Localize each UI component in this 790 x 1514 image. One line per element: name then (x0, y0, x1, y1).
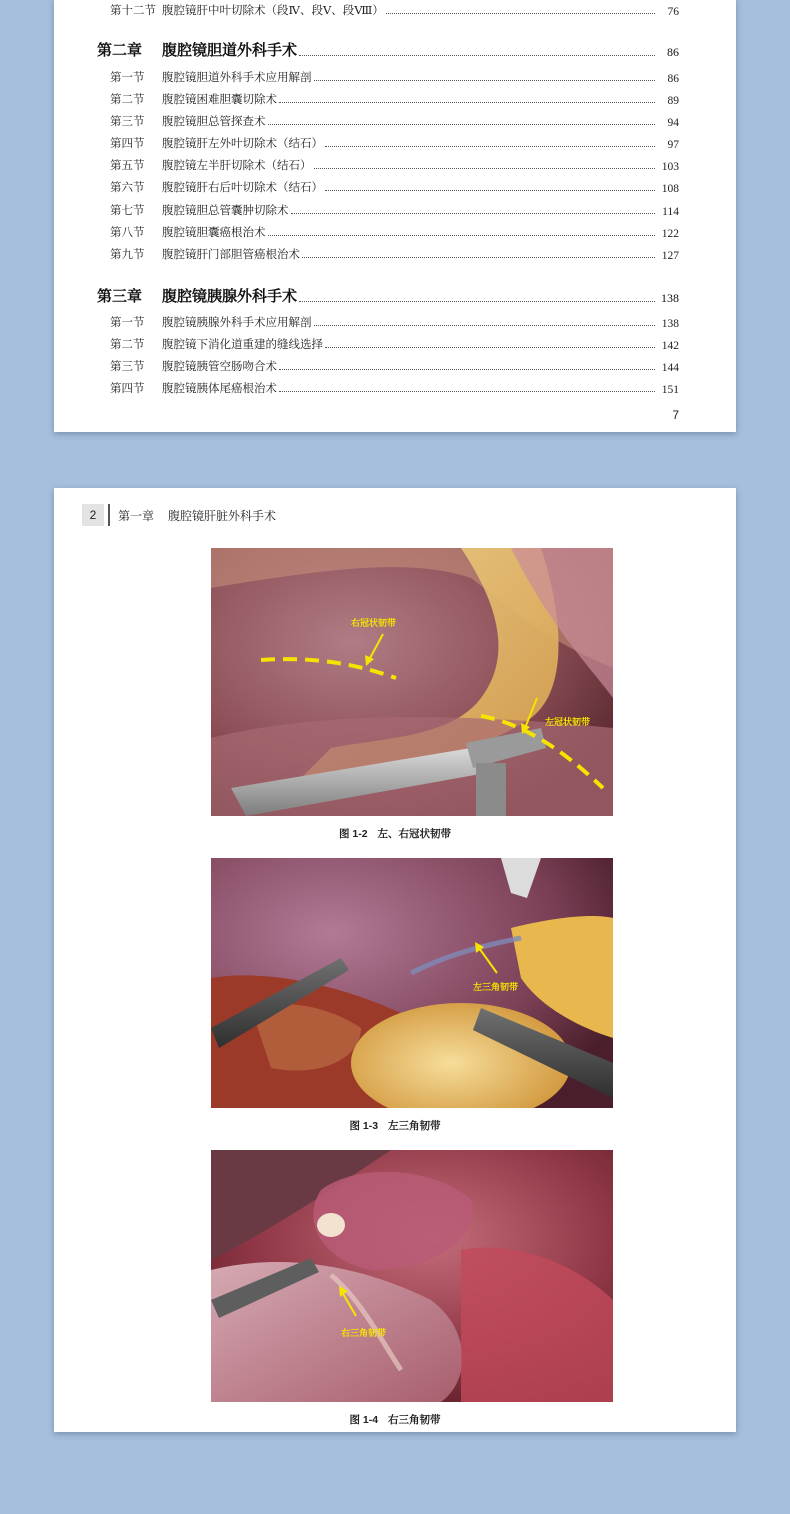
toc-row[interactable] (54, 157, 736, 173)
toc-section-title: 腹腔镜肝左外叶切除术（结石） (162, 136, 323, 150)
toc-leader-dots (325, 189, 655, 191)
toc-section-title: 腹腔镜肝门部胆管癌根治术 (162, 247, 300, 261)
toc-leader-dots (279, 368, 655, 370)
toc-leader-dots (314, 79, 656, 81)
figure-1-2-caption (54, 826, 736, 841)
toc-page-number: 108 (661, 183, 679, 195)
toc-section-title: 腹腔镜胰管空肠吻合术 (162, 359, 277, 373)
toc-row[interactable] (54, 202, 736, 218)
figure-annotation-label: 右冠状韧带 (351, 618, 397, 628)
toc-section-title: 腹腔镜左半肝切除术（结石） (162, 158, 312, 172)
toc-page-number: 86 (667, 73, 679, 85)
toc-section-title: 腹腔镜胆总管囊肿切除术 (162, 203, 289, 217)
toc-page-number: 89 (667, 95, 679, 107)
toc-chapter-row[interactable] (54, 286, 736, 306)
toc-leader-dots (299, 54, 655, 56)
toc-page-number: 76 (667, 6, 679, 18)
toc-page-number: 97 (667, 139, 679, 151)
header-chapter-title: 腹腔镜肝脏外科手术 (168, 508, 277, 523)
toc-chapter-num: 第二章 (97, 41, 143, 59)
toc-section-title: 腹腔镜困难胆囊切除术 (162, 92, 277, 106)
toc-row[interactable] (54, 2, 736, 18)
toc-chapter-row[interactable] (54, 40, 736, 60)
toc-chapter-title: 腹腔镜胰腺外科手术 (162, 287, 298, 305)
toc-leader-dots (268, 234, 656, 236)
header-chapter: 第一章 (118, 508, 155, 523)
figure-number: 图 1-3 (349, 1120, 379, 1132)
figure-annotation-label: 左冠状韧带 (545, 717, 591, 727)
toc-page-number: 127 (661, 250, 679, 262)
figure-page (54, 488, 736, 1432)
toc-page-number: 142 (661, 340, 679, 352)
page-folio: 7 (672, 408, 679, 422)
toc-section-num: 第四节 (110, 136, 145, 150)
toc-section-title: 腹腔镜胆道外科手术应用解剖 (162, 70, 312, 84)
toc-page-number: 122 (661, 228, 679, 240)
figure-title: 左、右冠状韧带 (377, 828, 452, 840)
toc-row[interactable] (54, 69, 736, 85)
toc-leader-dots (386, 12, 655, 14)
figure-1-3-photo (211, 858, 613, 1108)
toc-section-num: 第四节 (110, 381, 145, 395)
toc-section-num: 第二节 (110, 92, 145, 106)
toc-row[interactable] (54, 246, 736, 262)
toc-chapter-num: 第三章 (97, 287, 143, 305)
toc-leader-dots (302, 256, 655, 258)
toc-leader-dots (325, 145, 655, 147)
running-header (82, 504, 276, 526)
toc-leader-dots (279, 390, 655, 392)
toc-row[interactable] (54, 224, 736, 240)
figure-1-4-photo (211, 1150, 613, 1402)
toc-page-number: 138 (661, 318, 679, 330)
toc-section-num: 第三节 (110, 114, 145, 128)
toc-page-number: 86 (667, 45, 679, 59)
toc-leader-dots (268, 123, 656, 125)
toc-row[interactable] (54, 314, 736, 330)
figure-annotation-label: 左三角韧带 (473, 982, 519, 992)
figure-annotation-label: 右三角韧带 (341, 1328, 387, 1338)
figure-1-2-photo (211, 548, 613, 816)
figure-1-4-caption (54, 1412, 736, 1427)
figure-title: 左三角韧带 (388, 1120, 441, 1132)
toc-page (54, 0, 736, 432)
toc-row[interactable] (54, 113, 736, 129)
toc-section-title: 腹腔镜胆总管探查术 (162, 114, 266, 128)
toc-section-num: 第二节 (110, 337, 145, 351)
toc-section-title: 腹腔镜肝右后叶切除术（结石） (162, 180, 323, 194)
toc-section-num: 第五节 (110, 158, 145, 172)
toc-leader-dots (325, 346, 655, 348)
figure-number: 图 1-4 (349, 1414, 379, 1426)
figure-number: 图 1-2 (338, 828, 368, 840)
toc-section-num: 第一节 (110, 315, 145, 329)
toc-section-title: 腹腔镜下消化道重建的缝线选择 (162, 337, 323, 351)
toc-leader-dots (314, 324, 656, 326)
toc-section-num: 第一节 (110, 70, 145, 84)
toc-section-title: 腹腔镜胰腺外科手术应用解剖 (162, 315, 312, 329)
toc-row[interactable] (54, 179, 736, 195)
toc-section-title: 腹腔镜肝中叶切除术（段Ⅳ、段Ⅴ、段Ⅷ） (162, 3, 384, 17)
toc-section-title: 腹腔镜胆囊癌根治术 (162, 225, 266, 239)
toc-section-num: 第十二节 (110, 3, 156, 17)
toc-page-number: 151 (661, 384, 679, 396)
toc-section-num: 第九节 (110, 247, 145, 261)
toc-row[interactable] (54, 91, 736, 107)
figure-title: 右三角韧带 (388, 1414, 441, 1426)
toc-leader-dots (314, 167, 656, 169)
toc-page-number: 103 (661, 161, 679, 173)
toc-section-num: 第三节 (110, 359, 145, 373)
toc-page-number: 114 (662, 206, 679, 218)
toc-page-number: 94 (667, 117, 679, 129)
toc-page-number: 144 (661, 362, 679, 374)
header-page-number: 2 (82, 504, 104, 526)
toc-leader-dots (299, 300, 655, 302)
toc-chapter-title: 腹腔镜胆道外科手术 (162, 41, 298, 59)
toc-section-num: 第八节 (110, 225, 145, 239)
toc-row[interactable] (54, 380, 736, 396)
toc-page-number: 138 (661, 291, 679, 305)
header-divider (108, 504, 110, 526)
toc-section-title: 腹腔镜胰体尾癌根治术 (162, 381, 277, 395)
toc-leader-dots (279, 101, 655, 103)
toc-row[interactable] (54, 358, 736, 374)
toc-leader-dots (291, 212, 656, 214)
toc-row[interactable] (54, 336, 736, 352)
toc-row[interactable] (54, 135, 736, 151)
toc-section-num: 第六节 (110, 180, 145, 194)
figure-1-3-caption (54, 1118, 736, 1133)
toc-section-num: 第七节 (110, 203, 145, 217)
